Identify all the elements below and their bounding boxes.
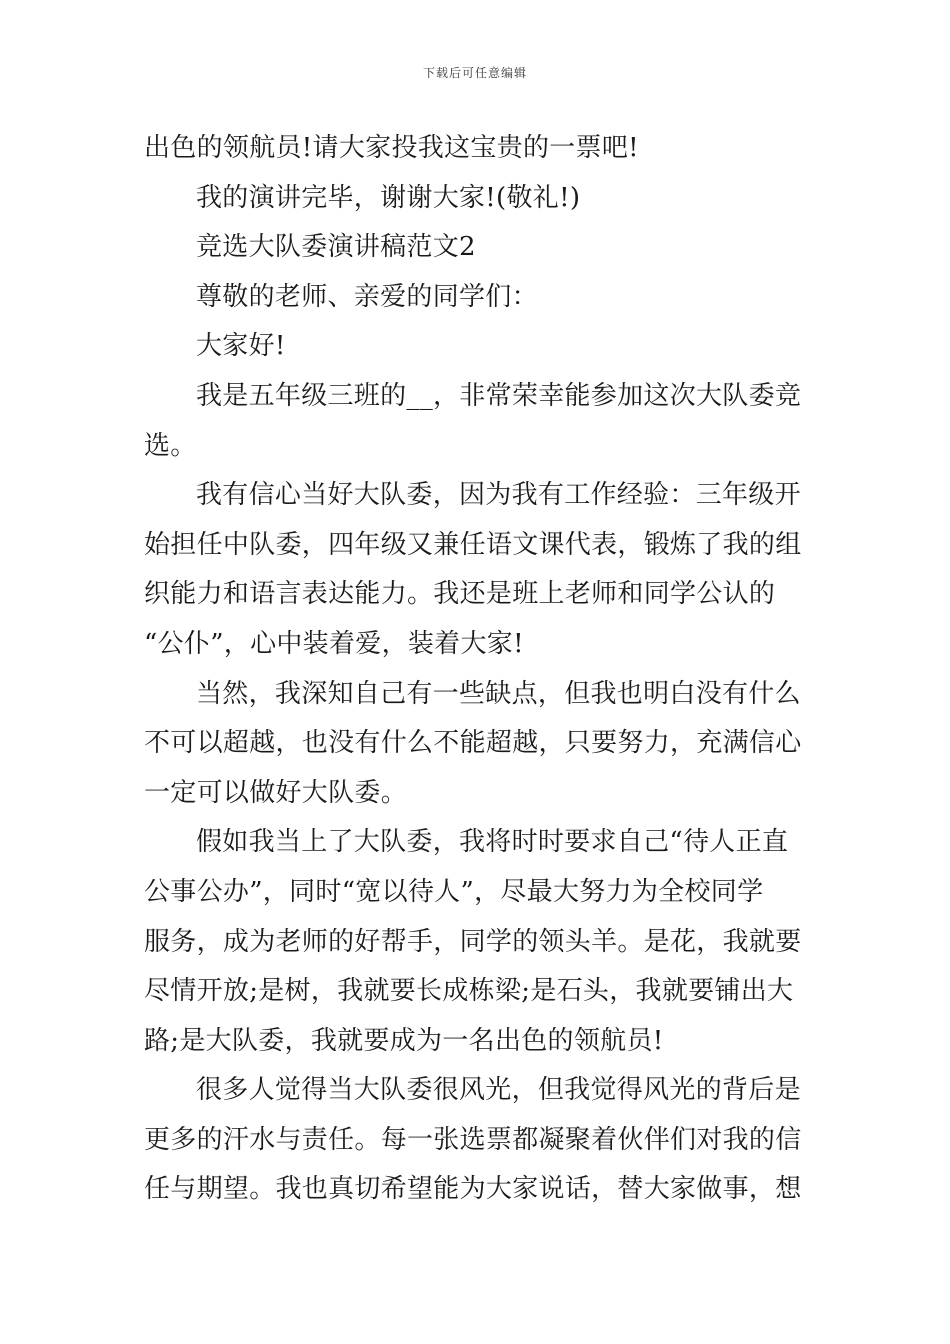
text-line: 任与期望。我也真切希望能为大家说话，替大家做事，想 <box>144 1174 802 1205</box>
text-line: 假如我当上了大队委，我将时时要求自己“待人正直 <box>196 827 789 858</box>
text-line: 尽情开放;是树，我就要长成栋梁;是石头，我就要铺出大 <box>144 976 794 1007</box>
text-line: 我是五年级三班的__，非常荣幸能参加这次大队委竞 <box>196 380 802 411</box>
document-body <box>144 124 808 1215</box>
text-line: 不可以超越，也没有什么不能超越，只要努力，充满信心 <box>144 728 802 759</box>
text-line: 尊敬的老师、亲爱的同学们： <box>196 281 538 312</box>
text-line: 选。 <box>144 430 197 461</box>
text-line: 竞选大队委演讲稿范文2 <box>196 232 476 263</box>
text-line: 公事公办”，同时“宽以待人”，尽最大努力为全校同学 <box>144 876 764 907</box>
text-line: 一定可以做好大队委。 <box>144 777 408 808</box>
text-line: 我的演讲完毕，谢谢大家!(敬礼!) <box>196 182 581 213</box>
text-line: 出色的领航员!请大家投我这宝贵的一票吧! <box>144 133 639 163</box>
text-line: 当然，我深知自己有一些缺点，但我也明白没有什么 <box>196 678 801 709</box>
text-line: 路;是大队委，我就要成为一名出色的领航员! <box>144 1025 664 1056</box>
text-line: 更多的汗水与责任。每一张选票都凝聚着伙伴们对我的信 <box>144 1124 802 1155</box>
text-line: 始担任中队委，四年级又兼任语文课代表，锻炼了我的组 <box>144 529 802 560</box>
text-line: 织能力和语言表达能力。我还是班上老师和同学公认的 <box>144 579 776 610</box>
text-line: 我有信心当好大队委，因为我有工作经验：三年级开 <box>196 480 801 511</box>
text-line: 服务，成为老师的好帮手，同学的领头羊。是花，我就要 <box>144 926 802 957</box>
text-line: 大家好! <box>196 331 286 362</box>
header-note: 下载后可任意编辑 <box>422 66 527 80</box>
text-line: “公仆”，心中装着爱，装着大家! <box>144 628 524 659</box>
text-line: 很多人觉得当大队委很风光，但我觉得风光的背后是 <box>196 1075 801 1106</box>
